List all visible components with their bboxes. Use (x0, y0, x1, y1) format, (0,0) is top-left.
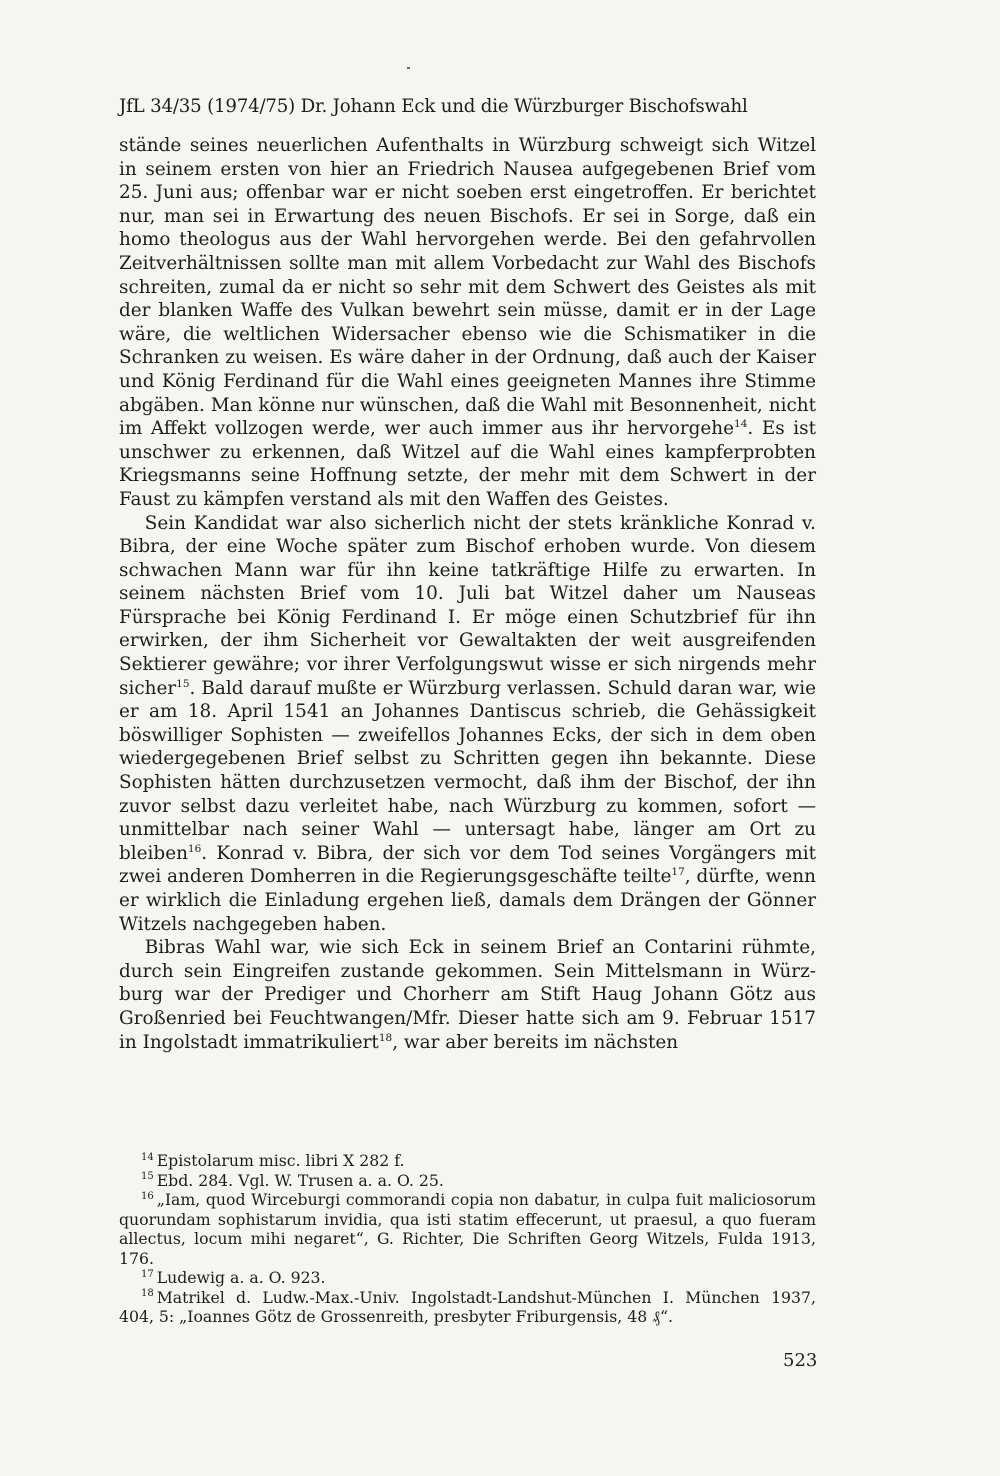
text-segment: . Es ist unschwer zu erkennen, daß Witzel auf die Wahl eines kampferprobten Kriegsmanns seine Hoffnung setzte, der mehr mit dem Schwert in der Faust zu kämpfen verstand als mit den Waffen des Geistes. (119, 418, 816, 510)
footnote-number: 16 (140, 1190, 154, 1202)
page (119, 92, 816, 1327)
footnote-ref-14: 14 (734, 418, 748, 430)
footnote-17 (119, 1268, 816, 1288)
running-header (119, 92, 816, 126)
text-segment: . Bald darauf mußte er Würzburg verlassen. Schuld daran war, wie er am 18. April 1541 an Johannes Dantiscus schrieb, die Gehässigkeit böswilliger Sophisten — zweifellos Johannes Ecks, der sich in dem oben wiedergegebenen Brief selbst zu Schritten gegen ihn bekannte. Diese Sophisten hätten durchzusetzen vermocht, daß ihm der Bischof, der ihn zuvor selbst dazu verleitet habe, nach Würzburg zu kommen, sofort — unmittelbar nach seiner Wahl — untersagt habe, länger am Ort zu bleiben (119, 677, 816, 864)
footnote-number: 17 (140, 1268, 154, 1280)
footnote-text: Ebd. 284. Vgl. W. Trusen a. a. O. 25. (156, 1170, 444, 1190)
footnote-ref-18: 18 (378, 1031, 393, 1044)
paragraph-1 (119, 134, 816, 512)
footnote-number: 18 (140, 1288, 154, 1300)
footnote-text: „Iam, quod Wirceburgi commorandi copia non dabatur, in culpa fuit maliciosorum quorundam sophistarum invidia, qua isti statim effecerunt, ut praesul, a quo fueram allectus, locum mihi negaret“, G. Richter, Die Schriften Georg Witzels, Fulda 1913, 176. (119, 1190, 816, 1268)
footnote-ref-17: 17 (671, 866, 685, 879)
footnote-text: Ludewig a. a. O. 923. (156, 1268, 326, 1288)
paragraph-2 (119, 512, 816, 937)
footnote-ref-15: 15 (176, 677, 190, 690)
text-segment: . Konrad v. Bibra, der sich vor dem Tod seines Vorgängers mit zwei anderen Domherren in die Regierungsgeschäfte teilte (119, 842, 816, 888)
footnote-15 (119, 1171, 816, 1191)
footnote-text: Matrikel d. Ludw.-Max.-Univ. Ingolstadt-Landshut-München I. München 1937, 404, 5: „Ioannes Götz de Grossenreith, presbyter Friburgensis, 48 ₰“. (119, 1287, 816, 1327)
paragraph-3 (119, 936, 816, 1054)
scan-speck (407, 67, 410, 69)
journal-reference: JfL 34/35 (1974/75) (119, 96, 296, 117)
text-segment: , dürfte, wenn er wirklich die Einladung ergehen ließ, damals dem Drängen der Gönner Witzels nachgegeben haben. (119, 866, 816, 935)
footnote-18 (119, 1288, 816, 1327)
footnotes (119, 1151, 816, 1327)
footnote-16 (119, 1190, 816, 1268)
footnote-number: 14 (140, 1151, 154, 1163)
footnote-number: 15 (140, 1171, 154, 1183)
text-segment: Sein Kandidat war also sicherlich nicht der stets kränkliche Konrad v. Bibra, der eine Woche später zum Bischof erhoben wurde. Von diesem schwachen Mann war für ihn keine tatkräftige Hilfe zu erwarten. In seinem nächsten Brief vom 10. Juli bat Witzel daher um Nauseas Fürsprache bei König Ferdinand I. Er möge einen Schutzbrief für ihn erwirken, der ihm Sicherheit vor Gewaltakten der weit ausgreifenden Sektierer gewähre; vor ihrer Verfolgungswut wisse er sich nirgends mehr sicher (119, 512, 816, 699)
text-segment: , war aber bereits im nächsten (392, 1031, 679, 1053)
footnote-text: Epistolarum misc. libri X 282 f. (156, 1151, 405, 1171)
page-number: 523 (783, 1350, 818, 1371)
article-title: Dr. Johann Eck und die Würzburger Bischofswahl (300, 96, 748, 117)
footnote-14 (119, 1151, 816, 1171)
text-segment: stände seines neuerlichen Aufenthalts in Würzburg schweigt sich Witzel in seinem ersten von hier an Friedrich Nausea aufgegebenen Brief vom 25. Juni aus; offenbar war er nicht soeben erst eingetroffen. Er berichtet nur, man sei in Erwartung des neuen Bischofs. Er sei in Sorge, daß ein homo theologus aus der Wahl hervorgehen werde. Bei den gefahrvollen Zeitverhältnissen sollte man mit allem Vorbedacht zur Wahl des Bischofs schreiten, zumal da er nicht so sehr mit dem Schwert des Geistes als mit der blanken Waffe des Vulkan bewehrt sein müsse, damit er in der Lage wäre, die weltlichen Widersacher ebenso wie die Schismatiker in die Schranken zu weisen. Es wäre daher in der Ordnung, daß auch der Kaiser und König Ferdinand für die Wahl eines geeigneten Mannes ihre Stimme abgäben. Man könne nur wünschen, daß die Wahl mit Besonnenheit, nicht im Affekt vollzogen werde, wer auch immer aus ihr hervorgehe (119, 135, 816, 440)
body-text (119, 134, 816, 1054)
footnote-ref-16: 16 (187, 842, 202, 855)
text-segment: Bibras Wahl war, wie sich Eck in seinem Brief an Contarini rühmte, durch sein Eingreifen zustande gekommen. Sein Mittelsmann in Würzburg war der Prediger und Chorherr am Stift Haug Johann Götz aus Großenried bei Feuchtwangen/Mfr. Dieser hatte sich am 9. Februar 1517 in Ingolstadt immatrikuliert (119, 937, 816, 1053)
